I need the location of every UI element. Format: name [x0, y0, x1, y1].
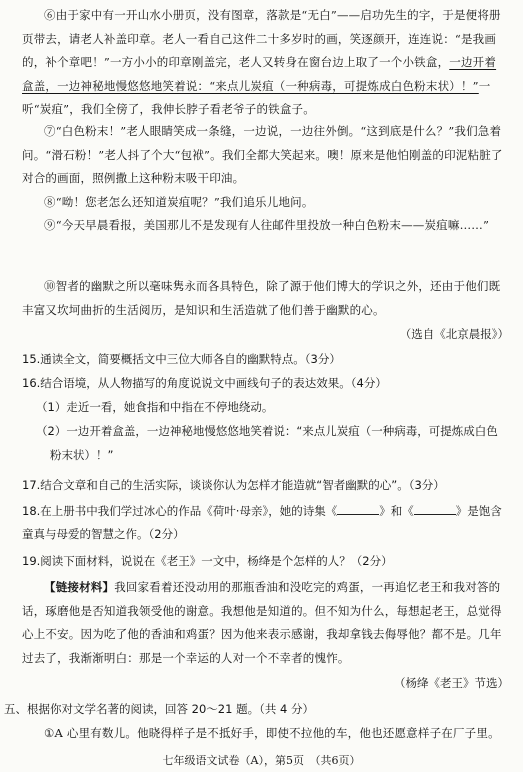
underlined-sentence: 一边开着盒盖，一边神秘地慢悠悠地笑着说：“来点儿炭疽（一种病毒，可提炼成白色粉末状）！”: [22, 55, 497, 93]
paragraph-8: ⑧“呦！您老怎么还知道炭疽呢？”我们追乐儿地问。: [44, 195, 314, 209]
question-18-text-b: 》和《: [379, 504, 414, 518]
question-19: 19.阅读下面材料，说说在《老王》一文中，杨绛是个怎样的人？（2分）: [22, 554, 393, 568]
page-footer: 七年级语文试卷（A），第5页 （共6页）: [162, 754, 361, 767]
answer-blank-2[interactable]: [414, 502, 456, 515]
paragraph-7: ⑦“白色粉末！”老人眼睛笑成一条缝，一边说，一边往外倒。“这到底是什么？”我们急着问。“滑石粉！”老人抖了个大“包袱”。我们全都大笑起来。噢！原来是他怕刚盖的印泥粘脏了对合的画面，照例撒上这种粉末吸干印油。: [22, 124, 503, 185]
question-16-item-2a: （2）一边开着盒盖，一边神秘地慢悠悠地笑着说：“来点儿炭疽（一种病毒，可提炼成白色: [36, 424, 498, 438]
paragraph-6-text-b: 一听“炭疽”，我们全傍了，我伸长脖子看老爷子的铁盒子。: [22, 78, 491, 116]
question-18-text-c: 》是饱含童真与母爱的智慧之作。（2分）: [22, 504, 502, 541]
section-5-heading: 五、根据你对文学名著的阅读，回答 20～21 题。（共 4 分）: [4, 702, 314, 716]
paragraph-6: [22, 4, 506, 122]
question-18-text-a: 18.在上册书中我们学过冰心的作品《荷叶·母亲》，她的诗集《: [22, 504, 338, 518]
question-18: [22, 500, 506, 546]
material-text: 我回家看着还没动用的那瓶香油和没吃完的鸡蛋，一再追忆老王和我对答的话，琢磨他是否知道我领受他的谢意。我想他是知道的。但不知为什么，每想起老王，总觉得心上不安。因为吃了他的香油和鸡蛋？因为他来表示感谢，我却拿钱去侮辱他？都不是。几年过去了，我渐渐明白：那是一个幸运的人对一个不幸者的愧怍。: [22, 580, 502, 665]
source-citation-1: （选自《北京晨报》）: [399, 327, 509, 341]
linked-material: [22, 576, 506, 670]
paragraph-6-text-a: ⑥由于家中有一开山水小册页，没有图章，落款是“无白”——启功先生的字，于是便将册页带去，请老人补盖印章。老人一看自己这件二十多岁时的画，笑逐颜开，连连说：“是我画的，补个章吧！”一方小小的印章刚盖完，老人又转身在窗台边上取了一个小铁盒，: [22, 8, 501, 69]
question-16-item-1: （1）走近一看，她食指和中指在不停地绕动。: [36, 400, 274, 414]
material-tag: 【链接材料】: [44, 580, 115, 594]
question-16-item-2b: 粉末状）！”: [50, 448, 114, 462]
question-15: 15.通读全文，简要概括文中三位大师各自的幽默特点。（3分）: [22, 352, 341, 366]
question-17: 17.结合文章和自己的生活实际，谈谈你认为怎样才能造就“智者幽默的心”。（3分）: [22, 478, 445, 492]
question-16: 16.结合语境，从人物描写的角度说说文中画线句子的表达效果。（4分）: [22, 376, 387, 390]
answer-blank-1[interactable]: [337, 502, 379, 515]
section-5-item-1: ①A 心里有数儿。他晓得样子是不抵好手，即使不拉他的车，他也还愿意样子在厂子里。: [44, 726, 500, 740]
source-citation-2: （杨绛《老王》节选）: [394, 676, 509, 690]
paragraph-10: ⑩智者的幽默之所以毫味隽永而各具特色，除了源于他们博大的学识之外，还由于他们既丰富又坎坷曲折的生活阅历，是知识和生活造就了他们善于幽默的心。: [22, 279, 501, 317]
paragraph-9: ⑨“今天早晨看报，美国那儿不是发现有人往邮件里投放一种白色粉末——炭疽嘛……”: [44, 218, 490, 232]
